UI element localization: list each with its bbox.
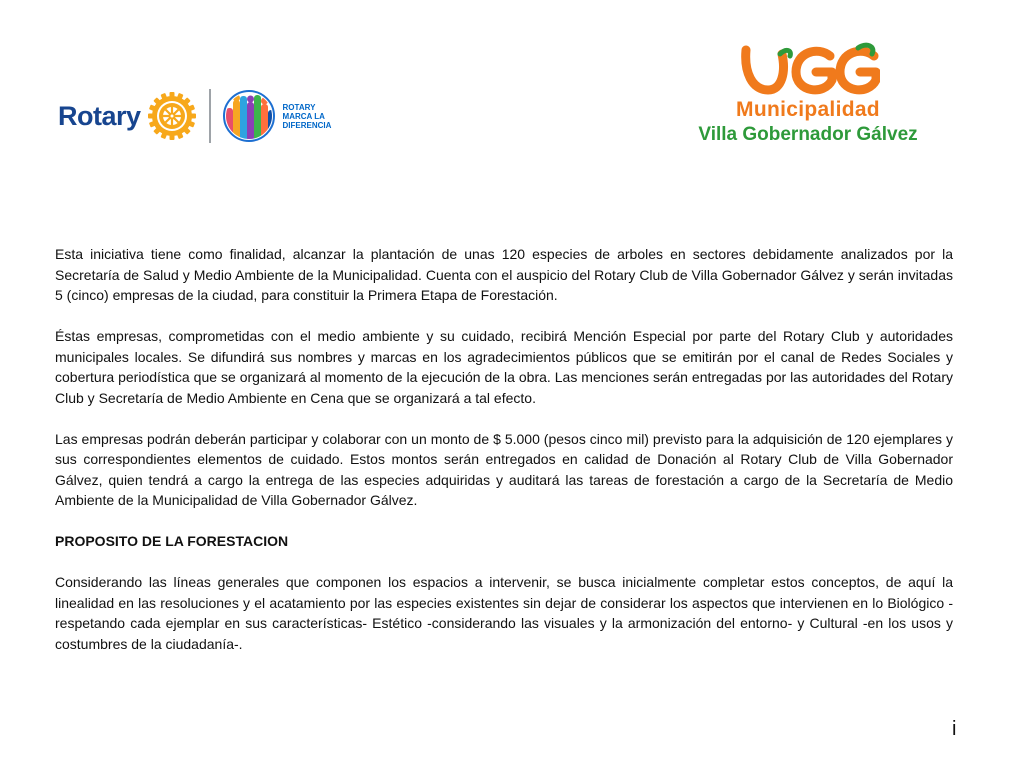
municipality-logo-group [688, 42, 928, 152]
rotary-logo-group [58, 86, 331, 146]
paragraph-intro: Esta iniciativa tiene como finalidad, alcanzar la plantación de unas 120 especies de arboles en sectores debidamente analizados por la Secretaría de Salud y Medio Ambiente de la Municipalidad. Cuenta con el auspicio del Rotary Club de Villa Gobernador Gálvez y serán invitadas 5 (cinco) empresas de la ciudad, para constituir la Primera Etapa de Forestación. [55, 246, 953, 303]
municipality-name: Municipalidad [736, 98, 880, 121]
paragraph-purpose: Considerando las líneas generales que componen los espacios a intervenir, se busca inicialmente completar estos conceptos, de aquí la linealidad en las resoluciones y el acatamiento por las especies existentes sin dejar de considerar los aspectos que intervienen en lo Biológico -respetando cada ejemplar en sus características- Estético -considerando las visuales y la armonización del entorno- y Cultural -en los usos y costumbres de la ciudadanía-. [55, 574, 953, 652]
document-body [55, 244, 953, 675]
rotary-wordmark: Rotary [58, 100, 141, 131]
page-number: i [952, 718, 957, 740]
campaign-line: MARCA LA [282, 111, 325, 121]
vgg-monogram-icon [740, 42, 880, 98]
paragraph-companies: Éstas empresas, comprometidas con el medio ambiente y su cuidado, recibirá Mención Especial por parte del Rotary Club y autoridades municipales locales. Se difundirá sus nombres y marcas en los agradecimientos públicos que se emitirán por el canal de Redes Sociales y cobertura periodística que se organizará al momento de la ejecución de la obra. Las menciones serán entregadas por las autoridades del Rotary Club y Secretaría de Medio Ambiente en Cena que se organizará a tal efecto. [55, 328, 953, 406]
rotary-wheel-icon [147, 91, 197, 141]
rotary-campaign-text [283, 103, 332, 130]
rotary-marca-diferencia-icon [223, 90, 275, 142]
page-header [0, 0, 1024, 200]
campaign-line: ROTARY [282, 102, 316, 112]
municipality-city: Villa Gobernador Gálvez [698, 124, 918, 145]
paragraph-contribution: Las empresas podrán deberán participar y colaborar con un monto de $ 5.000 (pesos cinco mil) previsto para la adquisición de 120 ejemplares y sus correspondientes elementos de cuidado. Estos montos serán entregados en calidad de Donación al Rotary Club de Villa Gobernador Gálvez, quien tendrá a cargo la entrega de las especies adquiridas y auditará las tareas de forestación a cargo de la Secretaría de Medio Ambiente de la Municipalidad de Villa Gobernador Gálvez. [55, 430, 953, 508]
logo-divider [209, 89, 211, 143]
section-heading: PROPOSITO DE LA FORESTACION [55, 533, 289, 549]
campaign-line: DIFERENCIA [282, 120, 332, 130]
